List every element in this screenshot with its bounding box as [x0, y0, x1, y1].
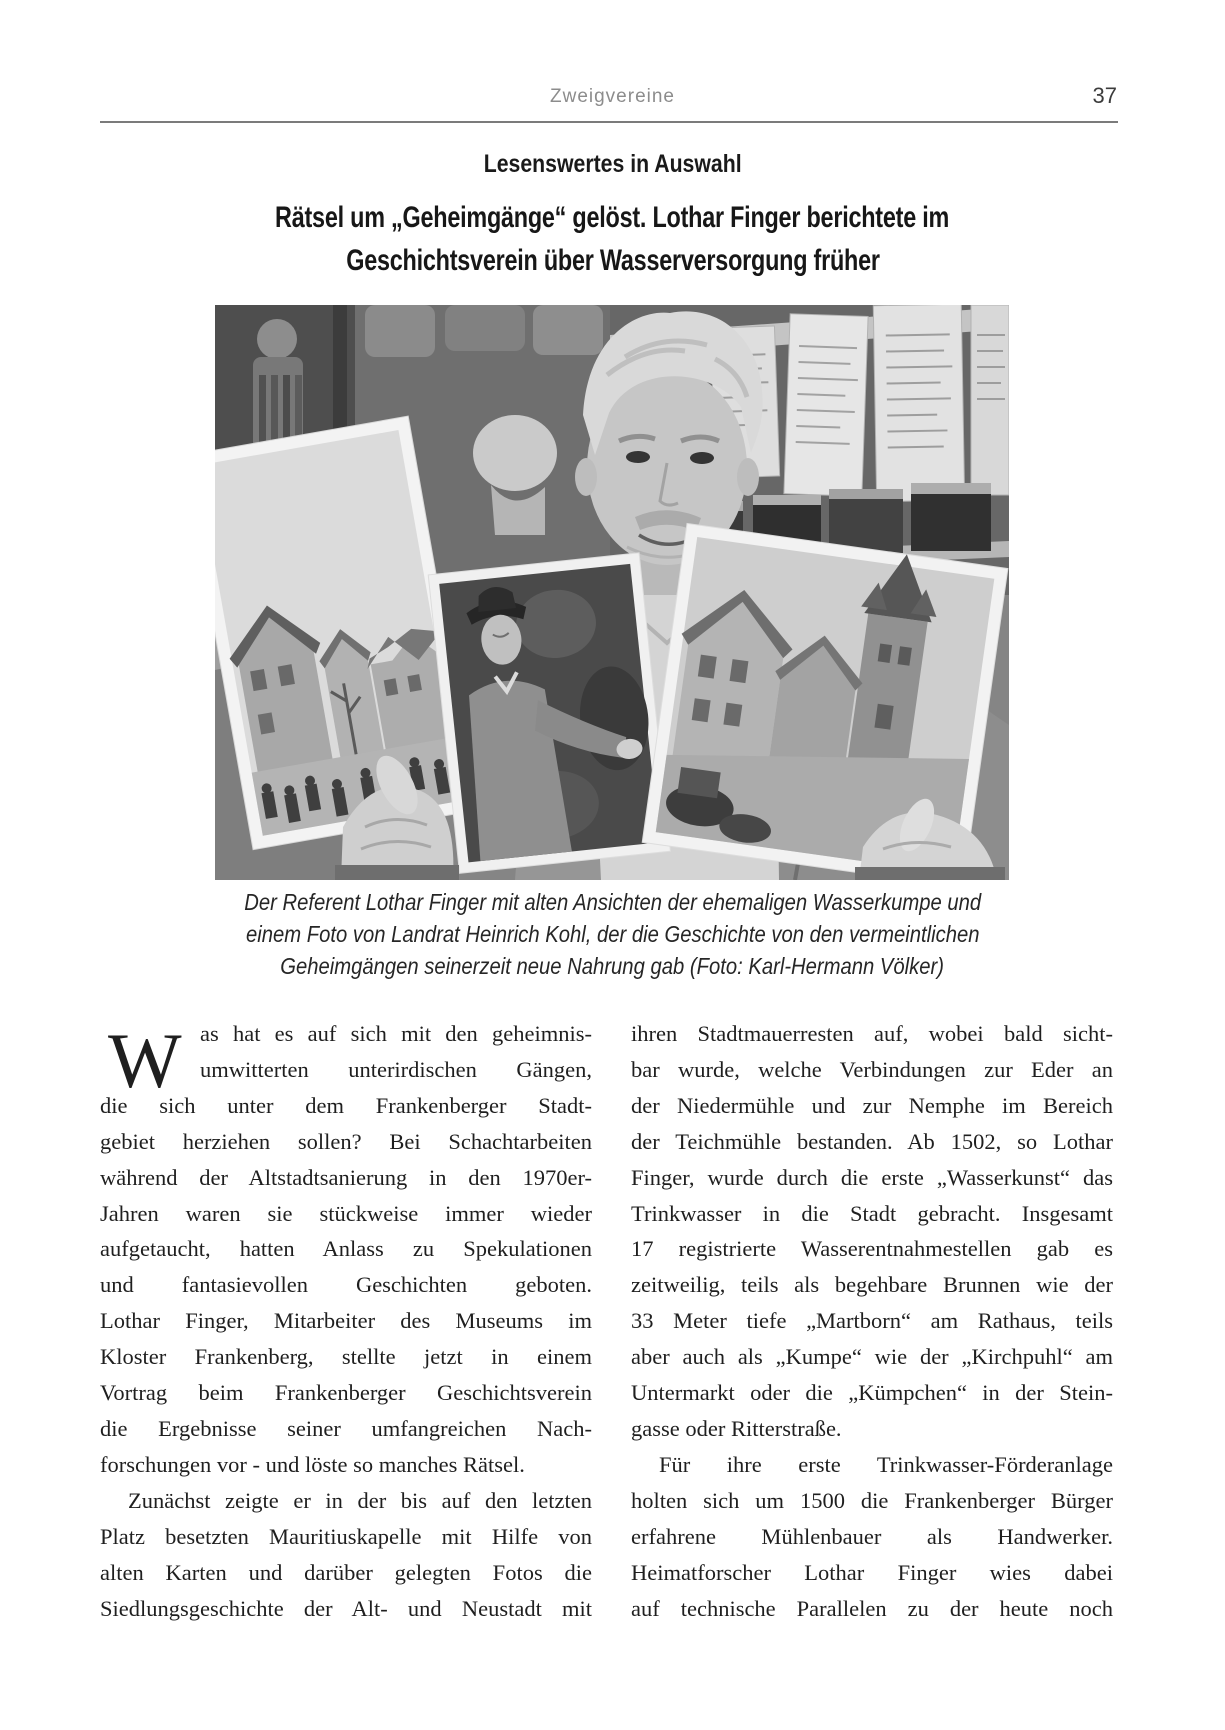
body-line: bar wurde, welche Verbindungen zur Eder an	[631, 1056, 1113, 1082]
body-line: aufgetaucht, hatten Anlass zu Spekulationen	[100, 1236, 592, 1262]
body-line: holten sich um 1500 die Frankenberger Bürger	[631, 1487, 1113, 1513]
body-line: zeitweilig, teils als begehbare Brunnen wie der	[631, 1272, 1113, 1298]
body-line: forschungen vor - und löste so manches Rätsel.	[100, 1451, 525, 1477]
body-line: as hat es auf sich mit den geheimnis-	[200, 1021, 592, 1046]
body-line: Lothar Finger, Mitarbeiter des Museums im	[100, 1308, 592, 1334]
running-head: Zweigvereine	[550, 86, 675, 107]
body-line: während der Altstadtsanierung in den 1970er-	[100, 1164, 592, 1190]
body-line: 33 Meter tiefe „Martborn“ am Rathaus, teils	[631, 1308, 1113, 1334]
title-line-2: Geschichtsverein über Wasserversorgung früher	[345, 244, 880, 277]
body-column-right	[631, 1016, 1113, 1626]
article-title	[0, 196, 1225, 282]
body-line: die Ergebnisse seiner umfangreichen Nach-	[100, 1415, 592, 1441]
body-line: Heimatforscher Lothar Finger wies dabei	[631, 1559, 1113, 1585]
article-photo	[215, 305, 1009, 880]
kicker-text: Lesenswertes in Auswahl	[483, 150, 742, 178]
body-line: Finger, wurde durch die erste „Wasserkunst“ das	[631, 1164, 1113, 1190]
body-line: die sich unter dem Frankenberger Stadt-	[100, 1092, 592, 1118]
photo-illustration	[215, 305, 1009, 880]
body-line: Zunächst zeigte er in der bis auf den letzten	[128, 1487, 592, 1513]
header-rule	[100, 121, 1118, 123]
body-line: Siedlungsgeschichte der Alt- und Neustadt mit	[100, 1595, 592, 1621]
photo-caption	[0, 886, 1225, 982]
hanging-tablet	[784, 314, 868, 497]
caption-line: Geheimgängen seinerzeit neue Nahrung gab (Foto: Karl-Hermann Völker)	[280, 953, 945, 979]
body-column-left	[100, 1016, 592, 1626]
page-number: 37	[1092, 83, 1117, 108]
body-line: und fantasievollen Geschichten geboten.	[100, 1272, 592, 1298]
body-line: alten Karten und darüber gelegten Fotos die	[100, 1559, 592, 1585]
body-line: Kloster Frankenberg, stellte jetzt in einem	[100, 1344, 592, 1370]
body-line: auf technische Parallelen zu der heute noch	[631, 1595, 1113, 1621]
body-line: gebiet herziehen sollen? Bei Schachtarbeiten	[100, 1128, 592, 1154]
held-photo-landrat	[428, 553, 670, 874]
body-line: Für ihre erste Trinkwasser-Förderanlage	[659, 1451, 1113, 1477]
title-line-1: Rätsel um „Geheimgänge“ gelöst. Lothar Finger berichtete im	[275, 201, 950, 234]
body-line: Platz besetzten Mauritiuskapelle mit Hilfe von	[100, 1523, 592, 1549]
body-line: der Niedermühle und zur Nemphe im Bereich	[631, 1092, 1113, 1118]
kicker	[0, 150, 1225, 179]
body-line: Jahren waren sie stückweise immer wieder	[100, 1200, 592, 1226]
body-line: Trinkwasser in die Stadt gebracht. Insgesamt	[631, 1200, 1113, 1226]
body-line: umwitterten unterirdischen Gängen,	[200, 1056, 592, 1082]
body-line: Vortrag beim Frankenberger Geschichtsverein	[100, 1380, 592, 1406]
caption-line: einem Foto von Landrat Heinrich Kohl, der die Geschichte von den vermeintlichen	[245, 921, 980, 947]
body-line: der Teichmühle bestanden. Ab 1502, so Lothar	[631, 1128, 1113, 1154]
body-line: 17 registrierte Wasserentnahmestellen gab es	[631, 1236, 1113, 1262]
drop-cap: W	[108, 1017, 182, 1104]
hanging-tablet	[971, 305, 1009, 495]
body-line: ihren Stadtmauerresten auf, wobei bald sicht-	[631, 1021, 1113, 1046]
body-line: erfahrene Mühlenbauer als Handwerker.	[631, 1523, 1113, 1549]
body-line: gasse oder Ritterstraße.	[631, 1415, 842, 1441]
caption-line: Der Referent Lothar Finger mit alten Ansichten der ehemaligen Wasserkumpe und	[244, 889, 981, 915]
body-line: Untermarkt oder die „Kümpchen“ in der Stein-	[631, 1380, 1113, 1406]
body-line: aber auch als „Kumpe“ wie der „Kirchpuhl“ am	[631, 1344, 1113, 1370]
hanging-tablet	[873, 305, 964, 502]
